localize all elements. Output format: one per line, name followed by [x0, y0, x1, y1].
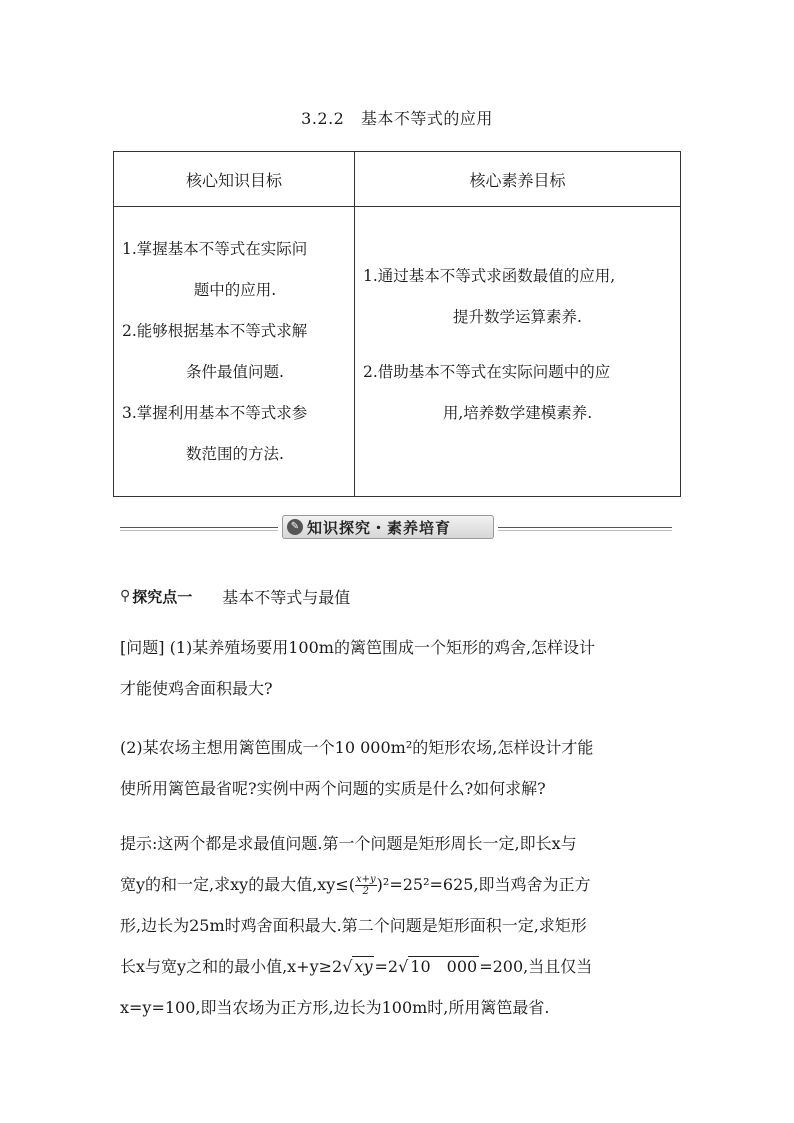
knowledge-goal-item: 1.掌握基本不等式在实际问 题中的应用.: [122, 239, 308, 299]
knowledge-goal-item: 2.能够根据基本不等式求解 条件最值问题.: [122, 321, 308, 381]
page-title: 3.2.2 基本不等式的应用: [301, 109, 493, 128]
explore-title: 基本不等式与最值: [222, 587, 351, 607]
explore-tag: 探究点一: [132, 587, 193, 606]
question-paragraph-1: [问题] (1)某养殖场要用100m的篱笆围成一个矩形的鸡舍,怎样设计 才能使鸡舍面积最大?: [120, 638, 596, 698]
knowledge-goal-item: 3.掌握利用基本不等式求参 数范围的方法.: [122, 403, 308, 463]
section-banner-text: 知识探究・素养培育: [307, 518, 452, 537]
hint-paragraph: 提示:这两个都是求最值问题.第一个问题是矩形周长一定,即长x与 宽y的和一定,求xy的最大值,xy≤( $\frac{x+y}{2}$ )²=25²=625,即当鸡舍为正方 形,边长为25m时鸡舍面积最大.第二个问题是矩形面积一定,求矩形 长x与宽y之和的最小值,x+y≥2√ xy =2√ 10 000 =200,当且仅当 x=y=100,即当农场为正方形,边长为100m时,所用篱笆最省.: [120, 834, 593, 1017]
divider-rule: [498, 527, 672, 528]
goals-table: [113, 151, 681, 497]
sqrt-10000: 10 000: [410, 957, 478, 976]
sqrt-xy: xy: [354, 957, 373, 976]
pencil-icon: ✎: [287, 519, 303, 535]
section-divider: [120, 515, 672, 539]
question-paragraph-2: (2)某农场主想用篱笆围成一个10 000m²的矩形农场,怎样设计才能 使所用篱笆最省呢?实例中两个问题的实质是什么?如何求解?: [120, 738, 594, 798]
literacy-goal-item: 1.通过基本不等式求函数最值的应用, 提升数学运算素养.: [363, 266, 616, 326]
question-label: [问题]: [120, 638, 165, 657]
divider-rule: [120, 530, 278, 531]
divider-rule: [498, 530, 672, 531]
knowledge-goals-cell: [114, 207, 355, 497]
magnifier-icon: ⚲: [120, 588, 131, 604]
literacy-goals-cell: [355, 207, 681, 497]
literacy-goal-item: 2.借助基本不等式在实际问题中的应 用,培养数学建模素养.: [363, 362, 611, 422]
divider-rule: [120, 527, 278, 528]
explore-heading: [120, 584, 680, 608]
section-banner: [282, 515, 494, 539]
header-knowledge-goals: 核心知识目标: [114, 152, 355, 207]
header-literacy-goals: 核心素养目标: [355, 152, 681, 207]
fraction: $\frac{x+y}{2}$: [356, 874, 376, 897]
